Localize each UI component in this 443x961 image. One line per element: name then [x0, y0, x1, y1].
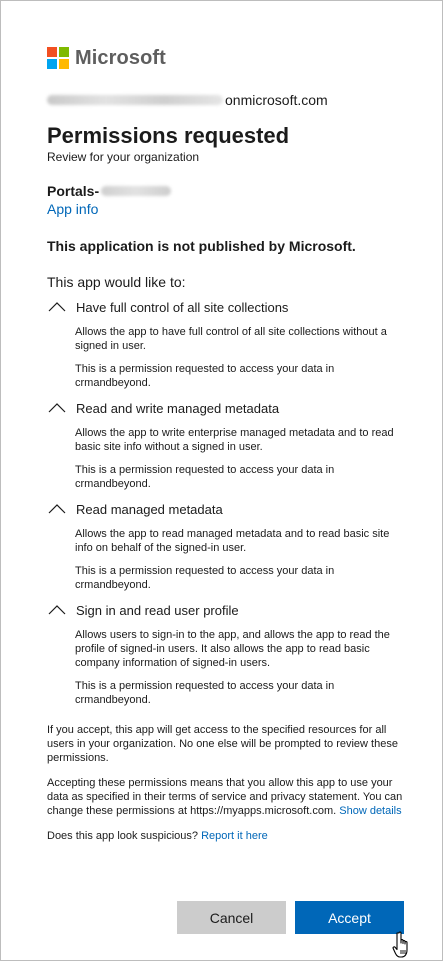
permission-description: Allows the app to write enterprise managed metadata and to read basic site info without a signed in user. — [75, 427, 394, 453]
permission-toggle[interactable] — [47, 298, 407, 316]
suspicious-line — [47, 829, 407, 843]
accept-info-text: If you accept, this app will get access to the specified resources for all users in your organization. No one else will be prompted to review these permissions. — [47, 724, 398, 764]
page-subtitle: Review for your organization — [47, 150, 200, 164]
app-info-link[interactable]: App info — [47, 201, 99, 217]
brand-name: Microsoft — [75, 46, 166, 69]
permission-details — [47, 426, 407, 491]
redacted-app-name — [101, 186, 171, 196]
page-title: Permissions requested — [47, 123, 290, 148]
would-like-heading: This app would like to: — [47, 274, 186, 290]
permission-toggle[interactable] — [47, 399, 407, 417]
permission-title: Read managed metadata — [76, 501, 223, 517]
brand-header — [47, 45, 407, 71]
permission-title: Have full control of all site collections — [76, 299, 289, 315]
permission-item — [47, 601, 407, 707]
accept-terms — [47, 776, 407, 818]
permission-note: This is a permission requested to access your data in crmandbeyond. — [75, 363, 335, 389]
permission-description: Allows users to sign-in to the app, and allows the app to read the profile of signed-in users. It also allows the app to read basic company information of signed-in users. — [75, 629, 390, 669]
chevron-up-icon — [48, 605, 66, 615]
dialog-content — [47, 45, 407, 854]
permissions-list — [47, 298, 407, 707]
permission-note: This is a permission requested to access your data in crmandbeyond. — [75, 565, 335, 591]
permission-details — [47, 325, 407, 390]
chevron-up-icon — [48, 504, 66, 514]
permission-item — [47, 500, 407, 592]
app-name — [47, 182, 407, 200]
account-email — [47, 89, 407, 111]
chevron-up-icon — [48, 403, 66, 413]
permission-title: Sign in and read user profile — [76, 602, 239, 618]
report-it-link[interactable]: Report it here — [201, 830, 268, 842]
chevron-up-icon — [48, 302, 66, 312]
permission-item — [47, 399, 407, 491]
show-details-link[interactable]: Show details — [339, 805, 402, 817]
redacted-email — [47, 95, 223, 105]
not-published-warning: This application is not published by Microsoft. — [47, 238, 356, 254]
permission-toggle[interactable] — [47, 601, 407, 619]
permission-note: This is a permission requested to access your data in crmandbeyond. — [75, 680, 335, 706]
permission-description: Allows the app to have full control of all site collections without a signed in user. — [75, 326, 387, 352]
permission-note: This is a permission requested to access your data in crmandbeyond. — [75, 464, 335, 490]
suspicious-prompt: Does this app look suspicious? — [47, 830, 199, 842]
accept-button[interactable]: Accept — [295, 901, 404, 934]
consent-notes — [47, 723, 407, 843]
hand-pointer-icon — [390, 931, 412, 959]
permission-description: Allows the app to read managed metadata and to read basic site info on behalf of the signed-in user. — [75, 528, 390, 554]
cancel-button[interactable]: Cancel — [177, 901, 286, 934]
permission-title: Read and write managed metadata — [76, 400, 280, 416]
accept-terms-text: Accepting these permissions means that you allow this app to use your data as specified in their terms of service and privacy statement. You can change these permissions at https://myapps.microsoft.com. — [47, 777, 403, 817]
account-domain: onmicrosoft.com — [225, 92, 328, 108]
action-buttons — [177, 901, 404, 934]
permission-details — [47, 628, 407, 707]
microsoft-logo-icon — [47, 47, 69, 69]
permission-item — [47, 298, 407, 390]
app-name-prefix: Portals- — [47, 183, 100, 199]
permission-details — [47, 527, 407, 592]
permission-toggle[interactable] — [47, 500, 407, 518]
